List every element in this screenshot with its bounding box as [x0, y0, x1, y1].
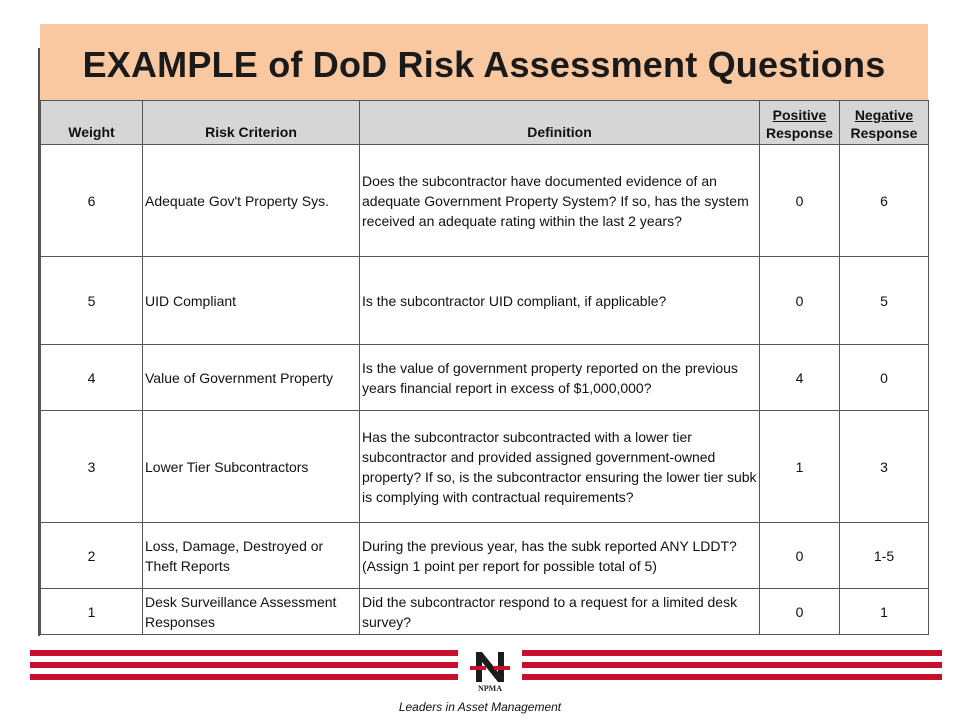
- header-negative-bottom: Response: [850, 125, 918, 141]
- row-definition: Is the subcontractor UID compliant, if applicable?: [360, 257, 760, 345]
- row-definition: Does the subcontractor have documented evidence of an adequate Government Property System? If so, has the system received an adequate rating within the last 2 years?: [360, 145, 760, 257]
- row-negative-response: 6: [840, 145, 929, 257]
- logo-wordmark: NPMA: [478, 684, 502, 693]
- row-definition: Has the subcontractor subcontracted with a lower tier subcontractor and provided assigned government-owned property? If so, is the subcontractor ensuring the lower tier subk is complying with contractual requirements?: [360, 411, 760, 523]
- footer-stripe-right-2: [522, 662, 942, 668]
- row-negative-response: 3: [840, 411, 929, 523]
- row-positive-response: 0: [760, 145, 840, 257]
- header-weight: Weight: [41, 101, 143, 145]
- footer-stripe-left-1: [30, 650, 458, 656]
- row-criterion: Lower Tier Subcontractors: [143, 411, 360, 523]
- row-definition: Did the subcontractor respond to a request for a limited desk survey?: [360, 589, 760, 635]
- row-negative-response: 0: [840, 345, 929, 411]
- row-negative-response: 1-5: [840, 523, 929, 589]
- row-weight: 3: [41, 411, 143, 523]
- table-row: [41, 145, 929, 257]
- header-criterion: Risk Criterion: [143, 101, 360, 145]
- table-row: [41, 411, 929, 523]
- header-positive-response: [760, 101, 840, 145]
- table-header-row: [41, 101, 929, 145]
- footer-tagline: Leaders in Asset Management: [398, 700, 562, 714]
- footer-stripe-right-3: [522, 674, 942, 680]
- row-weight: 4: [41, 345, 143, 411]
- row-criterion: UID Compliant: [143, 257, 360, 345]
- table-row: [41, 257, 929, 345]
- row-criterion: Desk Surveillance Assessment Responses: [143, 589, 360, 635]
- row-criterion: Adequate Gov't Property Sys.: [143, 145, 360, 257]
- risk-assessment-table: [40, 100, 929, 635]
- title-banner: [40, 24, 928, 100]
- slide-title: EXAMPLE of DoD Risk Assessment Questions: [82, 44, 886, 85]
- row-positive-response: 0: [760, 523, 840, 589]
- footer-stripe-left-3: [30, 674, 458, 680]
- footer-stripe-right-1: [522, 650, 942, 656]
- row-weight: 1: [41, 589, 143, 635]
- header-negative-response: [840, 101, 929, 145]
- header-negative-top: Negative: [854, 107, 914, 123]
- row-definition: Is the value of government property reported on the previous years financial report in excess of $1,000,000?: [360, 345, 760, 411]
- row-weight: 5: [41, 257, 143, 345]
- table-row: [41, 523, 929, 589]
- header-definition: Definition: [360, 101, 760, 145]
- table-row: [41, 589, 929, 635]
- row-negative-response: 1: [840, 589, 929, 635]
- row-criterion: Value of Government Property: [143, 345, 360, 411]
- row-weight: 2: [41, 523, 143, 589]
- row-positive-response: 0: [760, 589, 840, 635]
- row-positive-response: 0: [760, 257, 840, 345]
- table-row: [41, 345, 929, 411]
- header-positive-bottom: Response: [766, 125, 833, 141]
- row-positive-response: 4: [760, 345, 840, 411]
- row-criterion: Loss, Damage, Destroyed or Theft Reports: [143, 523, 360, 589]
- row-definition: During the previous year, has the subk reported ANY LDDT? (Assign 1 point per report for possible total of 5): [360, 523, 760, 589]
- row-positive-response: 1: [760, 411, 840, 523]
- row-weight: 6: [41, 145, 143, 257]
- footer-stripe-left-2: [30, 662, 458, 668]
- row-negative-response: 5: [840, 257, 929, 345]
- header-positive-top: Positive: [772, 107, 827, 123]
